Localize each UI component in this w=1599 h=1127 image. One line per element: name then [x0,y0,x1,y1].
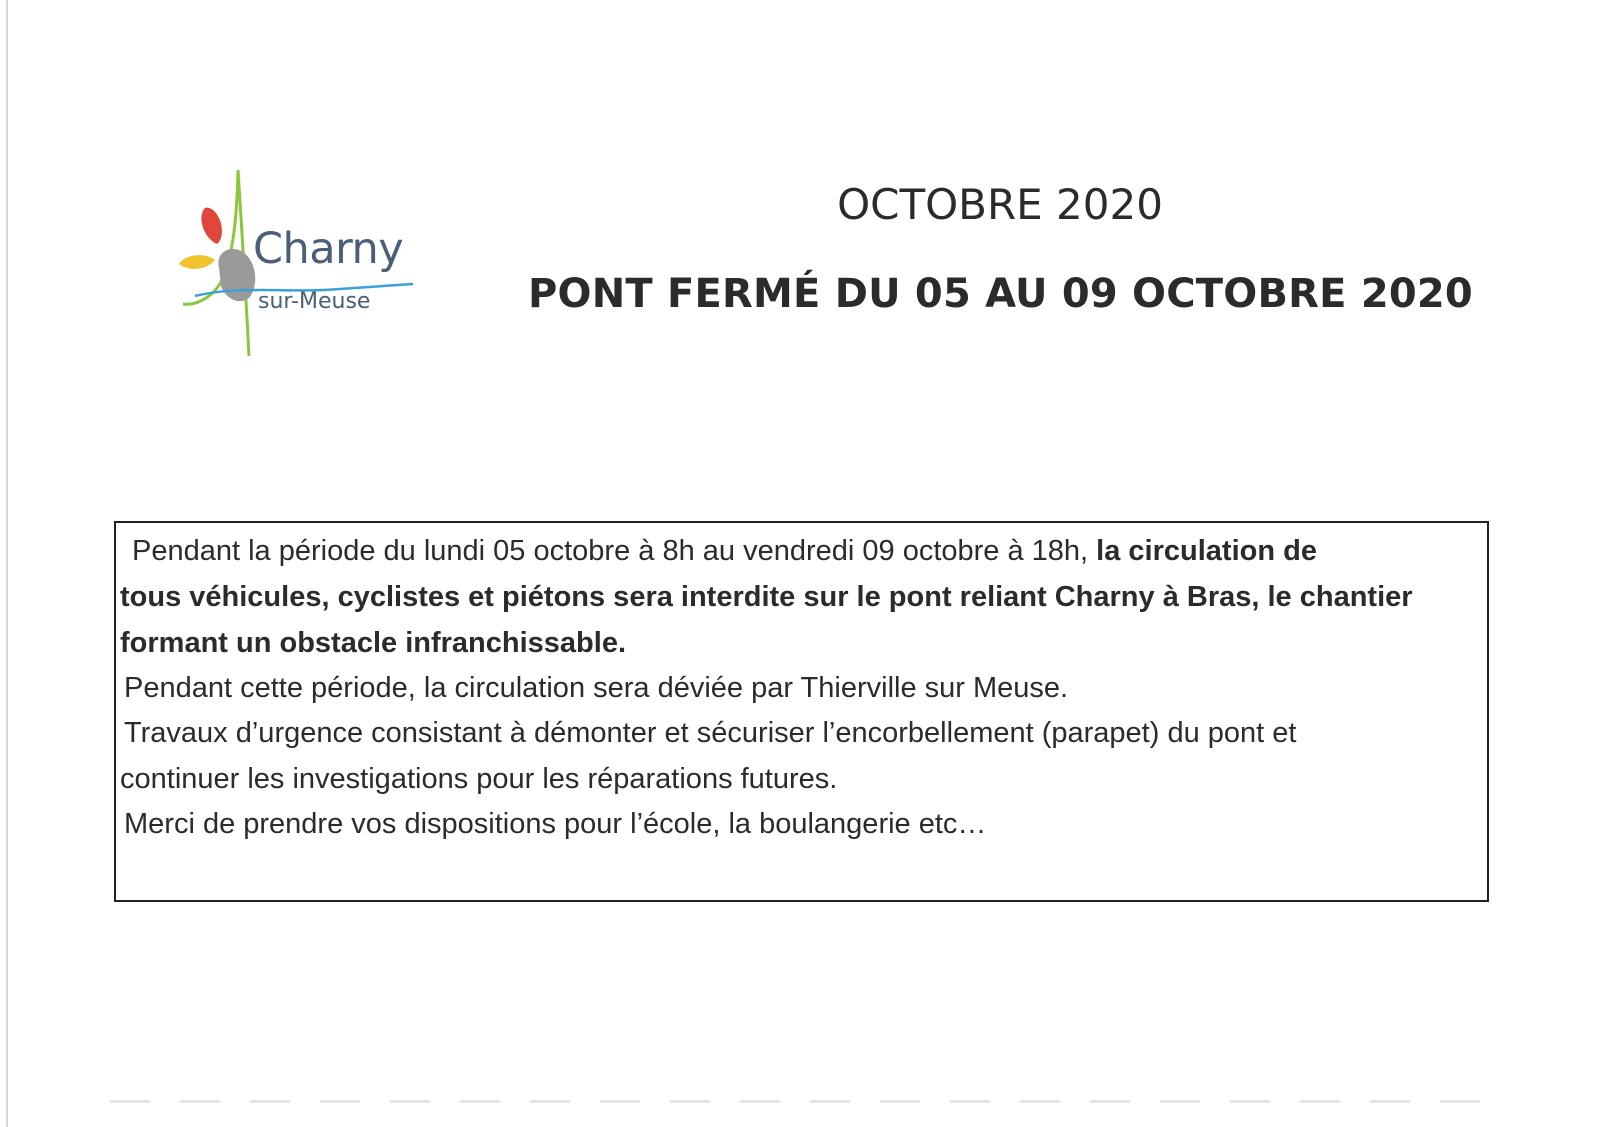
notice-line-6: continuer les investigations pour les réparations futures. [120,763,838,795]
notice-line-3-bold: formant un obstacle infranchissable. [120,627,626,659]
notice-line-2-bold: tous véhicules, cyclistes et piétons sera interdite sur le pont reliant Charny à Bras, le chantier [120,581,1413,613]
notice-line-1-regular: Pendant la période du lundi 05 octobre à 8h au vendredi 09 octobre à 18h, [132,535,1097,567]
scan-edge-line [6,0,8,1127]
notice-box [114,521,1489,902]
scan-noise [110,1100,1490,1103]
notice-line-2 [120,583,1413,612]
logo-name: Charny [253,224,404,274]
charny-logo [175,168,425,363]
notice-line-7: Merci de prendre vos dispositions pour l’école, la boulangerie etc… [124,808,987,840]
notice-line-1-bold: la circulation de [1096,535,1317,567]
month-title: OCTOBRE 2020 [837,180,1163,229]
logo-subtitle: sur-Meuse [258,289,371,314]
closure-headline: PONT FERMÉ DU 05 AU 09 OCTOBRE 2020 [528,271,1473,317]
notice-line-4: Pendant cette période, la circulation sera déviée par Thierville sur Meuse. [124,672,1069,704]
notice-line-3 [120,629,626,658]
notice-line-5: Travaux d’urgence consistant à démonter et sécuriser l’encorbellement (parapet) du pont et [124,717,1297,749]
notice-line-1 [132,537,1317,566]
